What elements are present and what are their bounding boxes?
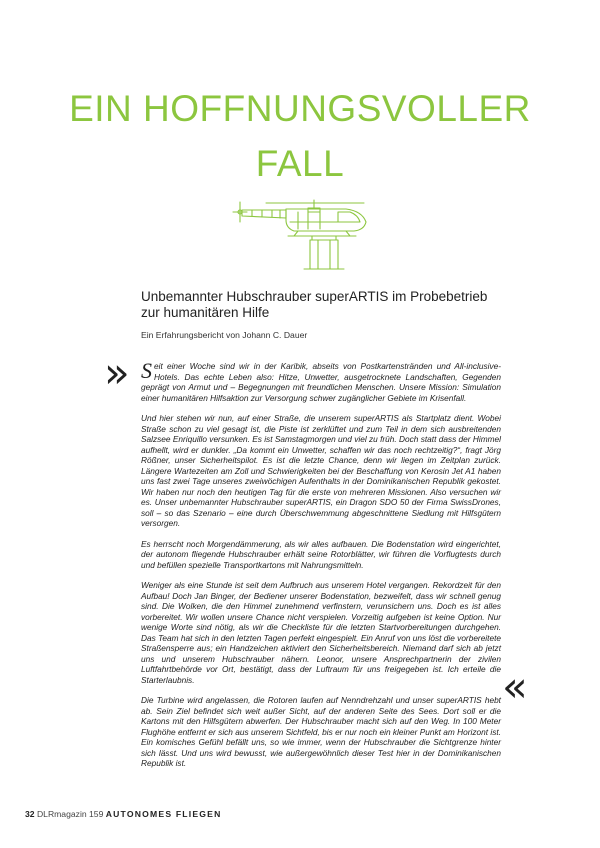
paragraph-2: Und hier stehen wir nun, auf einer Straße, die unserem superARTIS als Startplatz dient. Wobei Straße schon zu viel gesagt ist, die Piste ist zerklüftet und zum Teil in dem sich ausbreitenden Salzsee Enriquillo versunken. Es ist Samstagmorgen und viel zu früh. Doch statt dass der Himmel aufhellt, wird er dunkler. „Da kommt ein Unwetter, schaffen wir das noch rechtzeitig?“, fragt Jörg Rößner, unser Sicherheitspilot. Es ist die letzte Chance, denn wir liegen im Zeitplan zurück. Längere Wartezeiten am Zoll und Schwierigkeiten bei der Beschaffung von Kerosin Jet A1 haben uns fast zwei Tage unseres zweiwöchigen Aufenthalts in der Dominikanischen Republik gekostet. Wir haben nur noch den heutigen Tag für die erste von mehreren Missionen. Also versuchen wir es. Unser unbemannter Hubschrauber superARTIS, ein Dragon SDO 50 der Firma SwissDrones, soll – so das Szenario – eine durch Überschwemmung abgeschnittene Siedlung mit Hilfsgütern versorgen. xyxy=(141,413,501,528)
page-footer xyxy=(25,809,221,819)
paragraph-3: Es herrscht noch Morgendämmerung, als wir alles aufbauen. Die Bodenstation wird eingerichtet, der autonom fliegende Hubschrauber erhält seine Rotorblätter, wir führen die Vorflugtests durch und befüllen spezielle Transportkartons mit Nahrungsmitteln. xyxy=(141,538,501,570)
paragraph-1-text: eit einer Woche sind wir in der Karibik, abseits von Postkartenstränden und All-inclusive-Hotels. Das echte Leben also: Hitze, Unwetter, ausgetrocknete Landschaften, Gegenden geprägt von Armut und – Begegnungen mit freundlichen Menschen. Unsere Mission: Simulation einer humanitären Hilfsaktion zur Versorgung schwer zugänglicher Gebiete im Krisenfall. xyxy=(141,361,501,403)
paragraph-4: Weniger als eine Stunde ist seit dem Aufbruch aus unserem Hotel vergangen. Rekordzeit für den Aufbau! Doch Jan Binger, der Bediener unserer Bodenstation, bezweifelt, dass wir schnell genug sind. Die Wolken, die den Himmel zunehmend verfinstern, verunsichern uns. Doch es ist alles vorbereitet. Wir wollen unsere Chance nicht verspielen. Vorzeitig aufgeben ist keine Option. Nur wenige Worte sind nötig, als wir die Checkliste für die letzten Startvorbereitungen durchgehen. Das Team hat sich in den letzten Tagen perfekt eingespielt. Ein Anruf von uns löst die vorbereitete Straßensperre aus; ein Handzeichen aktiviert den Sicherheitsbereich. Niemand darf sich ab jetzt uns und unserem Hubschrauber nähern. Leonor, unsere Ansprechpartnerin der zivilen Luftfahrtbehörde vor Ort, bestätigt, dass der Luftraum für uns freigegeben ist. Ich erteile die Starterlaubnis. xyxy=(141,580,501,685)
drop-cap: S xyxy=(141,358,152,383)
article-body xyxy=(141,358,501,779)
title-line-1: EIN HOFFNUNGSVOLLER xyxy=(69,88,531,129)
page-number: 32 xyxy=(25,809,35,819)
helicopter-line-drawing-icon xyxy=(228,196,372,274)
title-line-2: FALL xyxy=(255,143,345,184)
section-name: AUTONOMES FLIEGEN xyxy=(105,809,222,819)
paragraph-5: Die Turbine wird angelassen, die Rotoren laufen auf Nenndrehzahl und unser superARTIS hebt ab. Sein Ziel befindet sich weit außer Sicht, auf der anderen Seite des Sees. Dort soll er die Kartons mit den Hilfsgütern abwerfen. Der Hubschrauber macht sich auf den Weg. In 100 Meter Flughöhe entfernt er sich aus unserem Sichtfeld, bis er nur noch ein kleiner Punkt am Horizont ist. Ein komisches Gefühl befällt uns, so wie immer, wenn der Hubschrauber die Sichtgrenze hinter sich lässt. Und uns wird bewusst, wie außergewöhnlich dieser Test hier in der Dominikanischen Republik ist. xyxy=(141,695,501,768)
magazine-name: DLRmagazin 159 xyxy=(36,809,104,819)
closing-quote-mark: « xyxy=(502,662,528,711)
article-byline: Ein Erfahrungsbericht von Johann C. Dauer xyxy=(141,330,308,340)
article-subtitle: Unbemannter Hubschrauber superARTIS im Probebetrieb zur humanitären Hilfe xyxy=(141,289,488,320)
paragraph-1 xyxy=(141,358,501,403)
opening-quote-mark: » xyxy=(104,348,130,397)
